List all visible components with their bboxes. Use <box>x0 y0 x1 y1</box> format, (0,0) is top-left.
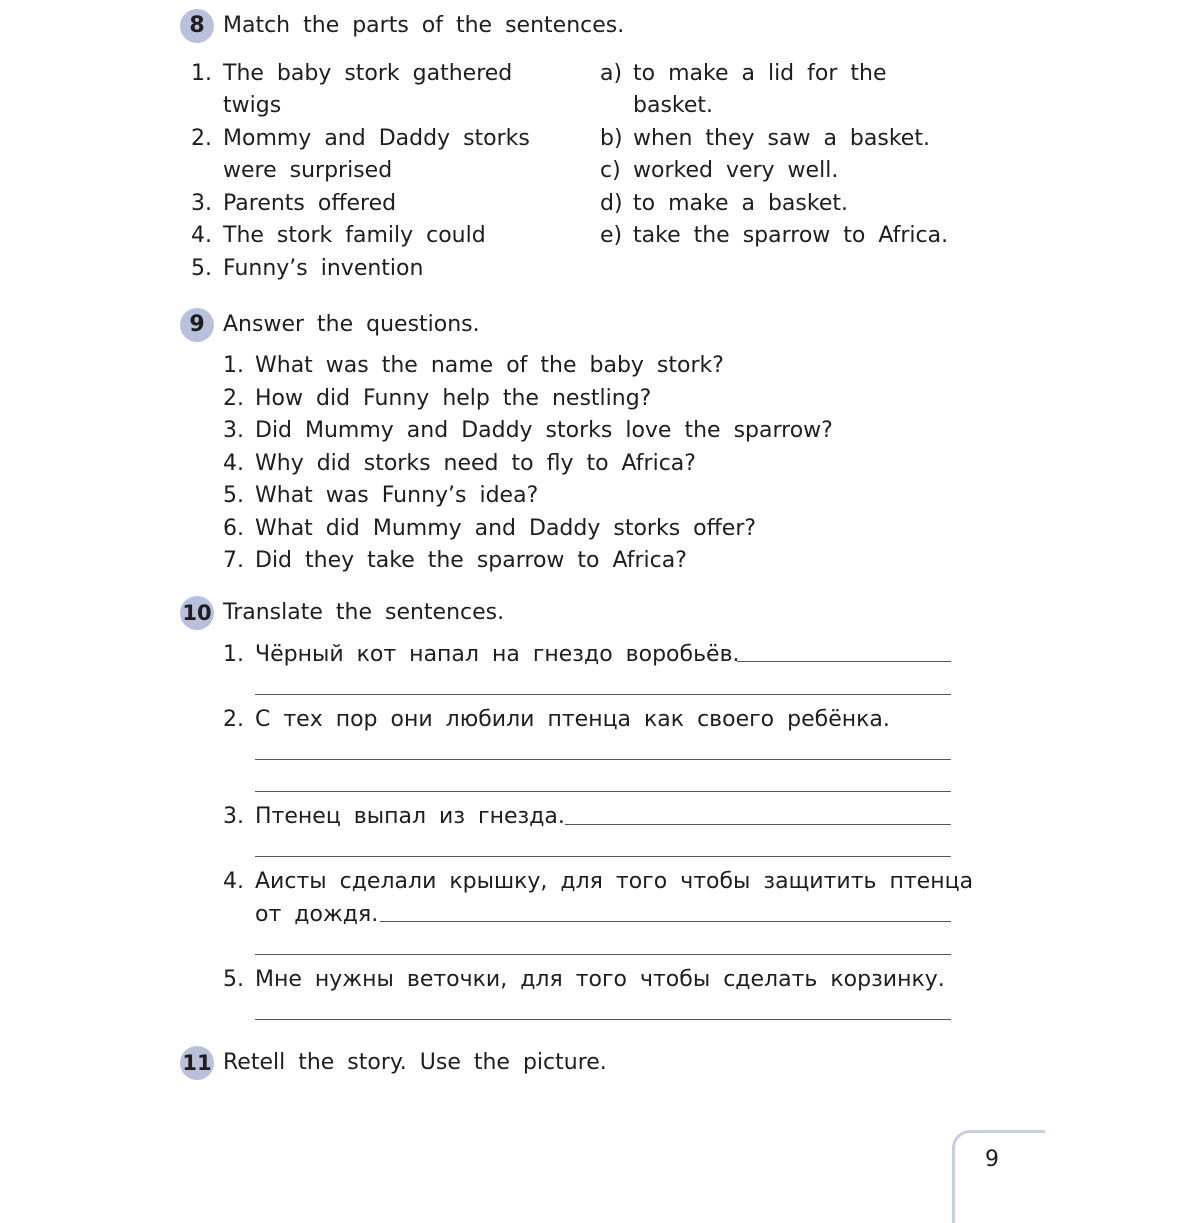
match-right-text: take the sparrow to Africa. <box>633 223 949 248</box>
exercise-title: Answer the questions. <box>223 312 480 337</box>
question-num: 7. <box>223 548 244 573</box>
match-left-text: Mommy and Daddy storks <box>223 126 530 151</box>
match-right-text: to make a lid for the <box>633 61 887 86</box>
exercise-title: Retell the story. Use the picture. <box>223 1050 607 1075</box>
sentence-num: 3. <box>223 804 244 829</box>
answer-line[interactable] <box>380 921 951 922</box>
match-left-text: The baby stork gathered <box>223 61 513 86</box>
page-number-frame <box>952 1130 1045 1223</box>
match-left-num: 4. <box>191 223 212 248</box>
sentence-num: 5. <box>223 967 244 992</box>
question-text: What did Mummy and Daddy storks offer? <box>255 516 757 541</box>
exercise-title: Translate the sentences. <box>223 600 505 625</box>
answer-line[interactable] <box>255 694 951 695</box>
sentence-text: С тех пор они любили птенца как своего ребёнка. <box>255 707 890 732</box>
sentence-num: 2. <box>223 707 244 732</box>
answer-line[interactable] <box>565 824 951 825</box>
match-left-text: were surprised <box>223 158 393 183</box>
answer-line[interactable] <box>255 791 951 792</box>
question-text: What was Funny’s idea? <box>255 483 539 508</box>
match-left-text: The stork family could <box>223 223 486 248</box>
question-num: 5. <box>223 483 244 508</box>
answer-line[interactable] <box>255 954 951 955</box>
match-right-text: to make a basket. <box>633 191 848 216</box>
match-left-num: 2. <box>191 126 212 151</box>
exercise-number-badge: 9 <box>180 308 214 342</box>
match-left-num: 5. <box>191 256 212 281</box>
answer-line[interactable] <box>255 1019 951 1020</box>
match-right-text: when they saw a basket. <box>633 126 930 151</box>
match-right-text: worked very well. <box>633 158 839 183</box>
match-right-letter: b) <box>600 126 623 151</box>
question-num: 6. <box>223 516 244 541</box>
match-right-letter: d) <box>600 191 623 216</box>
question-text: What was the name of the baby stork? <box>255 353 724 378</box>
match-right-text: basket. <box>633 93 714 118</box>
exercise-number-badge: 10 <box>180 596 214 630</box>
page-number: 9 <box>985 1147 999 1172</box>
match-right-letter: e) <box>600 223 623 248</box>
match-right-letter: c) <box>600 158 621 183</box>
question-num: 4. <box>223 451 244 476</box>
question-text: Why did storks need to fly to Africa? <box>255 451 696 476</box>
answer-line[interactable] <box>255 759 951 760</box>
question-text: How did Funny help the nestling? <box>255 386 652 411</box>
sentence-num: 1. <box>223 642 244 667</box>
match-left-text: twigs <box>223 93 282 118</box>
exercise-number-badge: 11 <box>180 1046 214 1080</box>
question-num: 2. <box>223 386 244 411</box>
sentence-text: Птенец выпал из гнезда. <box>255 804 565 829</box>
match-right-letter: a) <box>600 61 623 86</box>
match-left-text: Parents offered <box>223 191 397 216</box>
sentence-text: Мне нужны веточки, для того чтобы сделать корзинку. <box>255 967 945 992</box>
sentence-num: 4. <box>223 869 244 894</box>
match-left-num: 1. <box>191 61 212 86</box>
sentence-text: Чёрный кот напал на гнездо воробьёв. <box>255 642 740 667</box>
question-text: Did they take the sparrow to Africa? <box>255 548 687 573</box>
match-left-text: Funny’s invention <box>223 256 424 281</box>
match-left-num: 3. <box>191 191 212 216</box>
question-text: Did Mummy and Daddy storks love the sparrow? <box>255 418 833 443</box>
answer-line[interactable] <box>255 856 951 857</box>
sentence-text: Аисты сделали крышку, для того чтобы защитить птенца <box>255 869 974 894</box>
answer-line[interactable] <box>737 661 951 662</box>
sentence-text: от дождя. <box>255 902 379 927</box>
exercise-title: Match the parts of the sentences. <box>223 13 625 38</box>
exercise-number-badge: 8 <box>180 9 214 43</box>
question-num: 1. <box>223 353 244 378</box>
question-num: 3. <box>223 418 244 443</box>
